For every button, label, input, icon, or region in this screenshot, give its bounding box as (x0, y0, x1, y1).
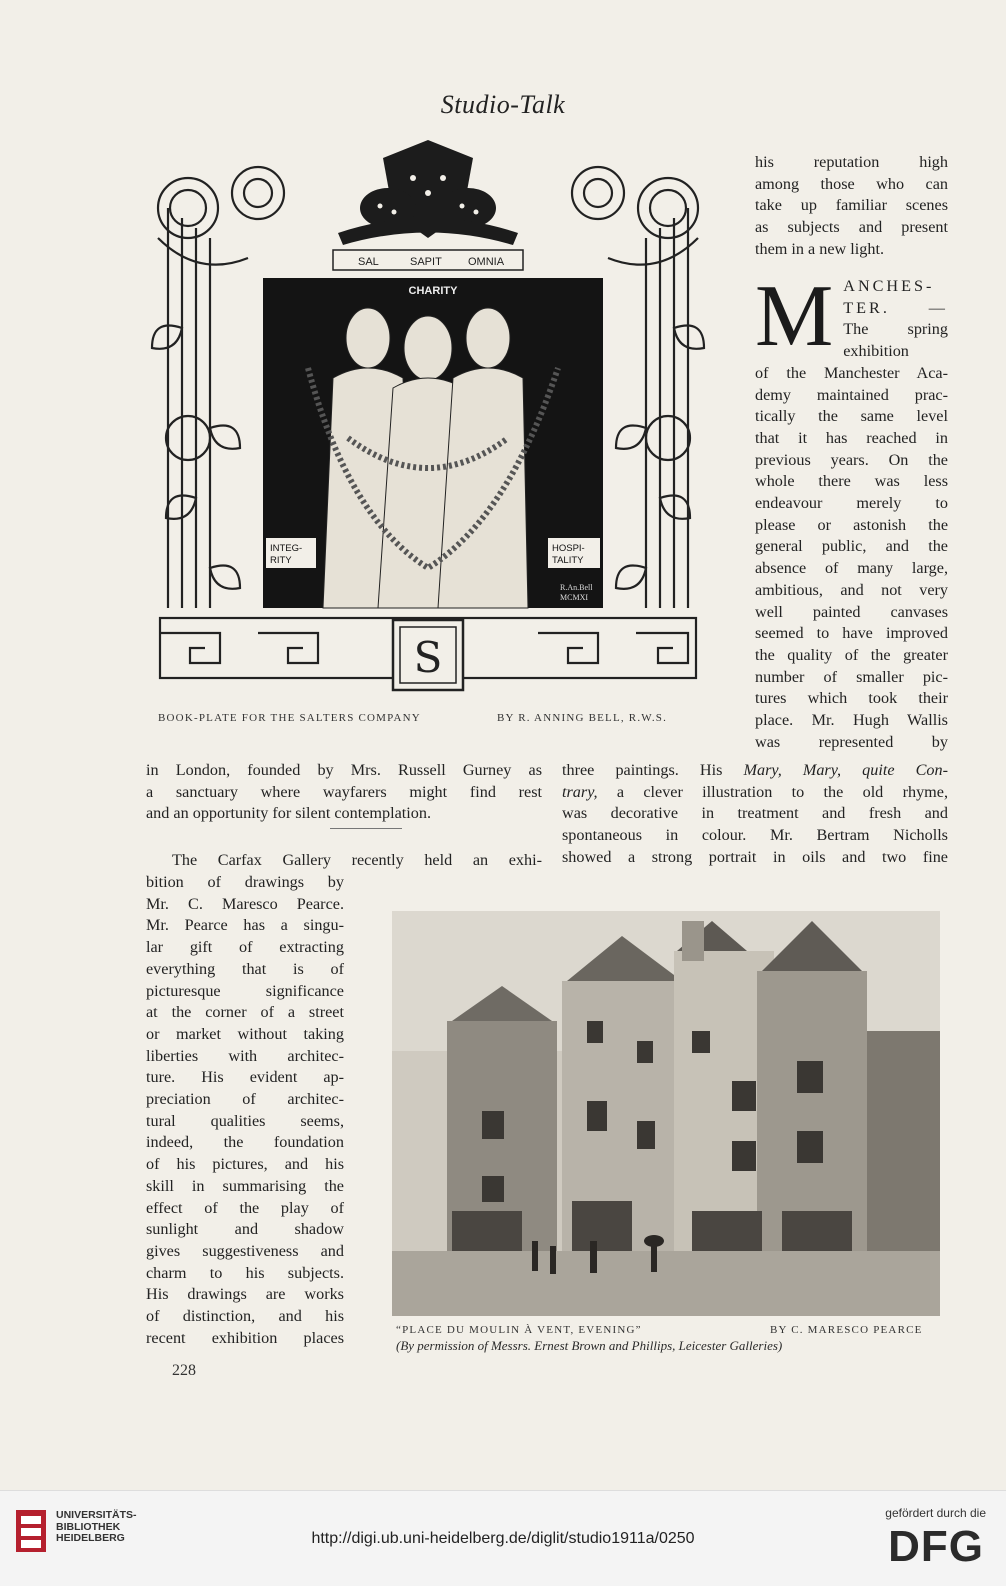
street-scene-illustration (392, 911, 940, 1316)
manchester-section: M ANCHES- TER. — The spring exhibition of the Manchester Aca- demy maintained prac- tically the same level that it has reached in previous years. On the whole there was less endeavour merely to please or astonish the general public, and the absence of many large, ambitious, and not very well painted canvases seemed to have improved the quality of the greater number of smaller pic- tures which took their place. Mr. Hugh Wallis was represented by (755, 268, 948, 751)
carfax-first-line: The Carfax Gallery recently held an exhi- (172, 851, 542, 869)
section-divider (330, 828, 402, 829)
svg-text:MCMXI: MCMXI (560, 593, 589, 602)
charity-banner: CHARITY (408, 285, 458, 297)
right-column-intro: his reputation high among those who can take up familiar scenes as subjects and present them in a new light. (755, 153, 948, 258)
motto-word: SAPIT (410, 256, 442, 268)
left-column-intro: in London, founded by Mrs. Russell Gurney as a sanctuary where wayfarers might find rest and an opportunity for silent contemplation. (146, 761, 542, 823)
artist-signature: R.An.Bell (560, 583, 593, 592)
monogram: S (413, 633, 443, 682)
svg-text:RITY: RITY (270, 555, 292, 566)
motto-word: OMNIA (468, 256, 505, 268)
page-number: 228 (172, 1362, 196, 1379)
manchester-heading: ANCHES- (843, 277, 935, 295)
motto-word: SAL (358, 256, 379, 268)
right-column-continued: three paintings. His Mary, Mary, quite Con- trary, a clever illustration to the old rhyme, was decorative in treatment and fresh and spontaneous in colour. Mr. Bertram Nicholls showed a strong portrait in oils and two fine (562, 761, 948, 866)
bookplate-caption-artist: BY R. ANNING BELL, R.W.S. (497, 712, 668, 724)
funded-by-label: gefördert durch die (885, 1506, 986, 1520)
street-caption-title: “PLACE DU MOULIN À VENT, EVENING” (396, 1324, 642, 1336)
svg-text:TALITY: TALITY (552, 555, 584, 566)
bookplate-illustration (148, 138, 708, 698)
dfg-logo: DFG (888, 1522, 984, 1571)
street-permission-note: (By permission of Messrs. Ernest Brown and Phillips, Leicester Galleries) (396, 1338, 783, 1353)
library-name: UNIVERSITÄTS- BIBLIOTHEK HEIDELBERG (56, 1509, 137, 1544)
carfax-section: bition of drawings by Mr. C. Maresco Pearce. Mr. Pearce has a singu- lar gift of extracting everything that is of picturesque significance at the corner of a street or market without taking liberties with architec- ture. His evident ap- preciation of architec- tural qualities seems, indeed, the foundation of his pictures, and his skill in summarising the effect of the play of sunlight and shadow gives suggestiveness and charm to his subjects. His drawings are works of distinction, and his recent exhibition places (146, 873, 344, 1347)
dropcap-m: M (755, 268, 834, 365)
bookplate-caption-title: BOOK-PLATE FOR THE SALTERS COMPANY (158, 712, 421, 724)
hospitality-label: HOSPI- (552, 543, 585, 554)
integrity-label: INTEG- (270, 543, 303, 554)
source-url-link[interactable]: http://digi.ub.uni-heidelberg.de/diglit/studio1911a/0250 (311, 1530, 695, 1547)
page-header-title: Studio-Talk (440, 90, 566, 119)
street-caption-artist: BY C. MARESCO PEARCE (770, 1324, 923, 1336)
